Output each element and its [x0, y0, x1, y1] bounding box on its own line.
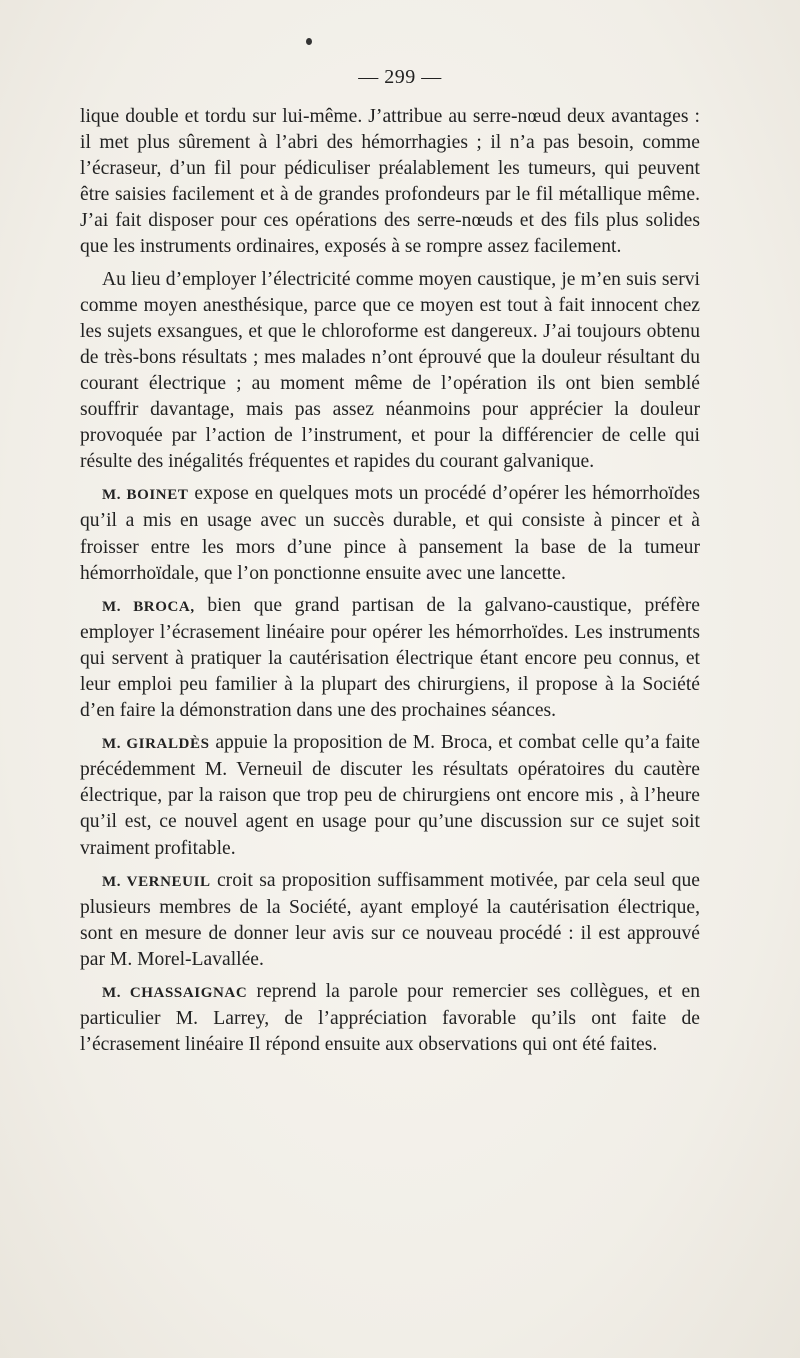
speaker-name: M. VERNEUIL	[102, 873, 211, 890]
paragraph-text: bien que grand partisan de la galvano-caustique, préfère employer l’écrasement linéaire pour opérer les hémorrhoïdes. Les instruments qui servent à pratiquer la cautérisation électrique étant encore peu connus, et leur emploi peu familier à la plupart des chirurgiens, il propose à la Société d’en faire la démonstration dans une des prochaines séances.	[80, 594, 700, 722]
speaker-name: M. CHASSAIGNAC	[102, 985, 248, 1001]
speaker-name: M. BROCA,	[102, 598, 195, 615]
paragraph-text: reprend la parole pour remercier ses collègues, et en particulier M. Larrey, de l’appréciation favorable qu’ils ont faite de l’écrasement linéaire Il répond ensuite aux observations qui ont été faites.	[80, 981, 700, 1056]
paragraph-continuation	[80, 104, 700, 261]
page-body	[80, 104, 700, 1058]
paragraph-giraldes	[80, 730, 700, 861]
paragraph-text: appuie la proposition de M. Broca, et combat celle qu’a faite précédemment M. Verneuil de discuter les résultats opératoires du cautère électrique, par la raison que trop peu de chirurgiens ont encore mis , à l’heure qu’il est, ce nouvel agent en usage pour qu’une discussion sur ce sujet soit vraiment profitable.	[80, 732, 700, 859]
paragraph-broca	[80, 593, 700, 724]
paragraph-text: lique double et tordu sur lui-même. J’attribue au serre-nœud deux avantages : il met plus sûrement à l’abri des hémorrhagies ; il n’a pas besoin, comme l’écraseur, d’un fil pour pédiculiser préalablement les tumeurs, qui peuvent être saisies facilement et à de grandes profondeurs par le fil métallique même. J’ai fait disposer pour ces opérations des serre-nœuds et des fils plus solides que les instruments ordinaires, exposés à se rompre assez facilement.	[80, 106, 700, 258]
paragraph-text: Au lieu d’employer l’électricité comme moyen caustique, je m’en suis servi comme moyen anesthésique, parce que ce moyen est tout à fait innocent chez les sujets exsangues, et que le chloroforme est dangereux. J’ai toujours obtenu de très-bons résultats ; mes malades n’ont éprouvé que la douleur résultant du courant électrique ; au moment même de l’opération ils ont bien semblé souffrir davantage, mais pas assez néanmoins pour apprécier la douleur provoquée par l’action de l’instrument, et pour la différencier de celle qui résulte des inégalités fréquentes et rapides du courant galvanique.	[80, 268, 700, 473]
paragraph-chassaignac	[80, 979, 700, 1058]
paragraph-text: croit sa proposition suffisamment motivée, par cela seul que plusieurs membres de la Société, ayant employé la cautérisation électrique, sont en mesure de donner leur avis sur ce nouveau procédé : il est approuvé par M. Morel-Lavallée.	[80, 869, 700, 970]
paragraph-verneuil	[80, 868, 700, 973]
page-number: — 299 —	[358, 66, 442, 88]
ink-speck	[306, 38, 312, 45]
paragraph-text: expose en quelques mots un procédé d’opérer les hémorrhoïdes qu’il a mis en usage avec un succès durable, et qui consiste à pincer et à froisser entre les mors d’une pince à pansement la base de la tumeur hémorrhoïdale, que l’on ponctionne ensuite avec une lancette.	[80, 483, 700, 584]
speaker-name: M. BOINET	[102, 487, 189, 504]
speaker-name: M. GIRALDÈS	[102, 736, 210, 753]
paragraph-electricity	[80, 267, 700, 476]
paragraph-boinet	[80, 481, 700, 586]
